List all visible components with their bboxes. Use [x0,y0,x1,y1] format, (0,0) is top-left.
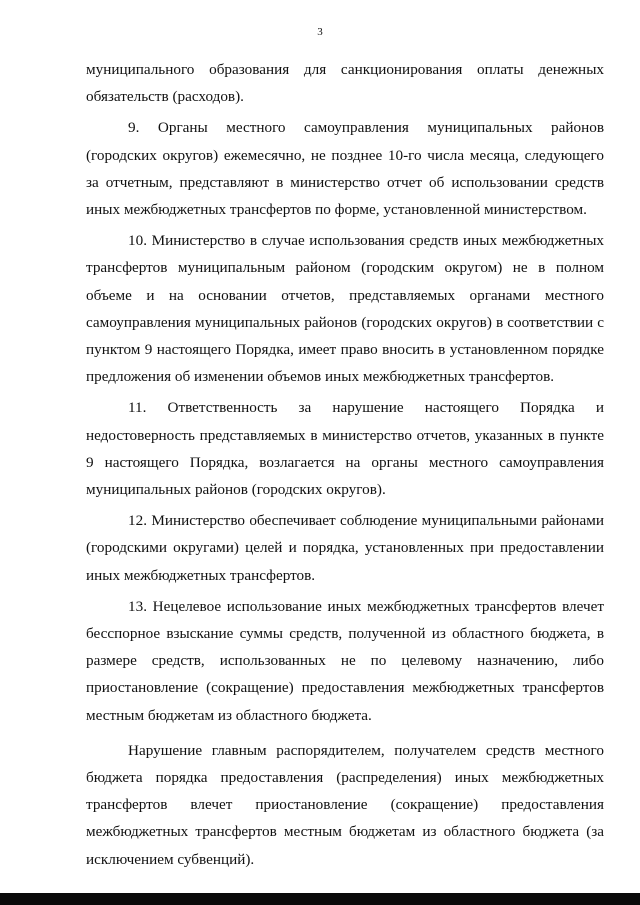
page-number: 3 [317,26,323,38]
paragraph-9: 9. Органы местного самоуправления муниципальных районов (городских округов) ежемесячно, не позднее 10-го числа месяца, следующего за отчетным, представляют в министерство отчет об использовании средств иных межбюджетных трансфертов по форме, установленной министерством. [86,119,604,219]
document-body [86,56,604,877]
paragraph-12: 12. Министерство обеспечивает соблюдение муниципальными районами (городскими округами) целей и порядка, установленных при предоставлении иных межбюджетных трансфертов. [86,512,604,584]
paragraph-continuation: муниципального образования для санкционирования оплаты денежных обязательств (расходов). [86,61,604,106]
paragraph-13: 13. Нецелевое использование иных межбюджетных трансфертов влечет бесспорное взыскание суммы средств, полученной из областного бюджета, в размере средств, использованных не по целевому назначению, либо приостановление (сокращение) предоставления межбюджетных трансфертов местным бюджетам из областного бюджета. [86,597,604,724]
paragraph-violation: Нарушение главным распорядителем, получателем средств местного бюджета порядка предоставления (распределения) иных межбюджетных трансфертов влечет приостановление (сокращение) предоставления межбюджетных трансфертов местным бюджетам из областного бюджета (за исключением субвенций). [86,741,604,868]
paragraph-10: 10. Министерство в случае использования средств иных межбюджетных трансфертов муниципальным районом (городским округом) не в полном объеме и на основании отчетов, представляемых органами местного самоуправления муниципальных районов (городских округов) в соответствии с пунктом 9 настоящего Порядка, имеет право вносить в установленном порядке предложения об изменении объемов иных межбюджетных трансфертов. [86,232,604,386]
bottom-border [0,893,640,905]
paragraph-11: 11. Ответственность за нарушение настоящего Порядка и недостоверность представляемых в министерство отчетов, указанных в пункте 9 настоящего Порядка, возлагается на органы местного самоуправления муниципальных районов (городских округов). [86,399,604,499]
